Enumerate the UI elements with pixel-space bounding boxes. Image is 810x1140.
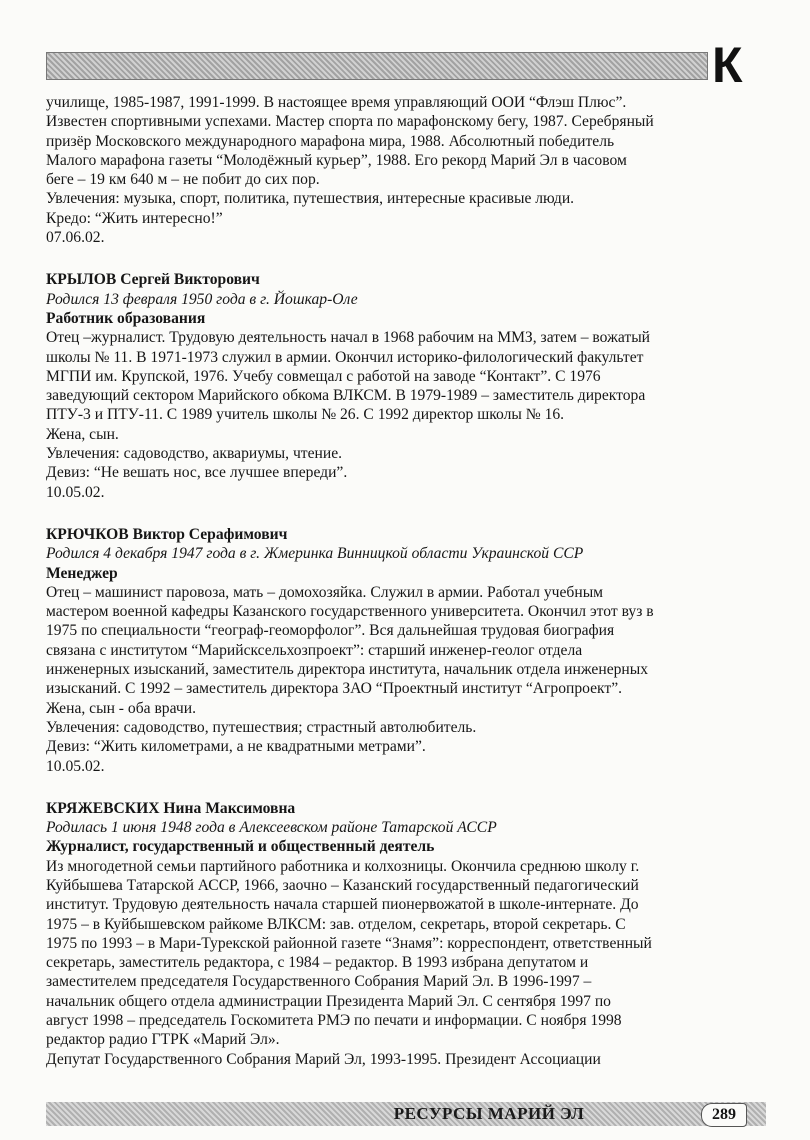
text-line: 07.06.02.: [46, 229, 105, 247]
text-line: Увлечения: садоводство, аквариумы, чтение.: [46, 445, 343, 463]
text-line: август 1998 – председатель Госкомитета РМЭ по печати и информации. С ноября 1998: [46, 1012, 622, 1030]
text-line: 10.05.02.: [46, 757, 105, 775]
text-line: Отец –журналист. Трудовую деятельность начал в 1968 рабочим на ММЗ, затем – вожатый: [46, 329, 651, 347]
text-line: Куйбышева Татарской АССР, 1966, заочно – Казанский государственный педагогический: [46, 876, 639, 894]
text-line: школы № 11. В 1971-1973 служил в армии. Окончил историко-филологический факультет: [46, 348, 644, 366]
continuation-block: [46, 93, 766, 247]
entry-birth: Родился 4 декабря 1947 года в г. Жмеринка Винницкой области Украинской ССР: [46, 545, 584, 563]
page-number: 289: [701, 1103, 747, 1127]
entry-profession: Работник образования: [46, 309, 206, 327]
text-line: редактор радио ГТРК «Марий Эл».: [46, 1031, 280, 1049]
section-letter: К: [712, 37, 743, 93]
entry-birth: Родился 13 февраля 1950 года в г. Йошкар-Оле: [46, 290, 358, 308]
text-line: институт. Трудовую деятельность начала старшей пионервожатой в школе-интернате. До: [46, 896, 639, 914]
entry-krylov: [46, 270, 766, 502]
text-line: начальник общего отдела администрации Президента Марий Эл. С сентября 1997 по: [46, 992, 611, 1010]
footer-band: [46, 1102, 766, 1126]
entry-name: КРЮЧКОВ Виктор Серафимович: [46, 525, 288, 543]
entry-kryuchkov: [46, 525, 766, 776]
text-line: МГПИ им. Крупской, 1976. Учебу совмещал с работой на заводе “Контакт”. С 1976: [46, 367, 601, 385]
text-line: ПТУ-3 и ПТУ-11. С 1989 учитель школы № 26. С 1992 директор школы № 16.: [46, 406, 565, 424]
text-line: 10.05.02.: [46, 483, 105, 501]
header-decorative-band: [46, 52, 708, 80]
entry-name: КРЫЛОВ Сергей Викторович: [46, 271, 260, 289]
text-line: 1975 – в Куйбышевском райкоме ВЛКСМ: зав. отделом, секретарь, второй секретарь. С: [46, 915, 626, 933]
text-line: мастером военной кафедры Казанского государственного университета. Окончил этот вуз в: [46, 603, 654, 621]
text-line: Депутат Государственного Собрания Марий Эл, 1993-1995. Президент Ассоциации: [46, 1050, 601, 1068]
text-line: заведующий сектором Марийского обкома ВЛКСМ. В 1979-1989 – заместитель директора: [46, 387, 646, 405]
entry-profession: Менеджер: [46, 564, 118, 582]
text-line: Жена, сын.: [46, 425, 119, 443]
page-content: [46, 93, 766, 1069]
entry-birth: Родилась 1 июня 1948 года в Алексеевском районе Татарской АССР: [46, 819, 497, 837]
entry-name: КРЯЖЕВСКИХ Нина Максимовна: [46, 799, 296, 817]
text-line: Увлечения: музыка, спорт, политика, путешествия, интересные красивые люди.: [46, 190, 575, 208]
text-line: 1975 по специальности “географ-геоморфолог”. Вся дальнейшая трудовая биография: [46, 622, 615, 640]
text-line: 1975 по 1993 – в Мари-Турекской районной газете “Знамя”: корреспондент, ответственный: [46, 934, 652, 952]
text-line: изысканий. С 1992 – заместитель директора ЗАО “Проектный институт “Агропроект”.: [46, 680, 623, 698]
text-line: Известен спортивными успехами. Мастер спорта по марафонскому бегу, 1987. Серебряный: [46, 113, 654, 131]
text-line: училище, 1985-1987, 1991-1999. В настоящее время управляющий ООИ “Флэш Плюс”.: [46, 94, 627, 111]
text-line: инженерных изысканий, заместитель директора института, начальник отдела инженерных: [46, 661, 649, 679]
text-line: Увлечения: садоводство, путешествия; страстный автолюбитель.: [46, 718, 477, 736]
text-line: Девиз: “Не вешать нос, все лучшее впереди”.: [46, 464, 348, 482]
text-line: секретарь, заместитель редактора, с 1984 – редактор. В 1993 избрана депутатом и: [46, 954, 589, 972]
text-line: связана с институтом “Марийсксельхозпроект”: старший инженер-геолог отдела: [46, 641, 583, 659]
entry-kryazhevskikh: [46, 799, 766, 1069]
text-line: Девиз: “Жить километрами, а не квадратными метрами”.: [46, 738, 426, 756]
text-line: Из многодетной семьи партийного работника и колхозницы. Окончила среднюю школу г.: [46, 857, 640, 875]
text-line: Кредо: “Жить интересно!”: [46, 209, 223, 227]
text-line: Отец – машинист паровоза, мать – домохозяйка. Служил в армии. Работал учебным: [46, 583, 604, 601]
text-line: беге – 19 км 640 м – не побит до сих пор.: [46, 171, 320, 189]
footer-title: РЕСУРСЫ МАРИЙ ЭЛ: [393, 1104, 585, 1123]
text-line: Жена, сын - оба врачи.: [46, 699, 196, 717]
entry-profession: Журналист, государственный и общественный деятель: [46, 838, 435, 856]
text-line: Малого марафона газеты “Молодёжный курьер”, 1988. Его рекорд Марий Эл в часовом: [46, 151, 627, 169]
text-line: заместителем председателя Государственного Собрания Марий Эл. В 1996-1997 –: [46, 973, 592, 991]
text-line: призёр Московского международного марафона мира, 1988. Абсолютный победитель: [46, 132, 615, 150]
